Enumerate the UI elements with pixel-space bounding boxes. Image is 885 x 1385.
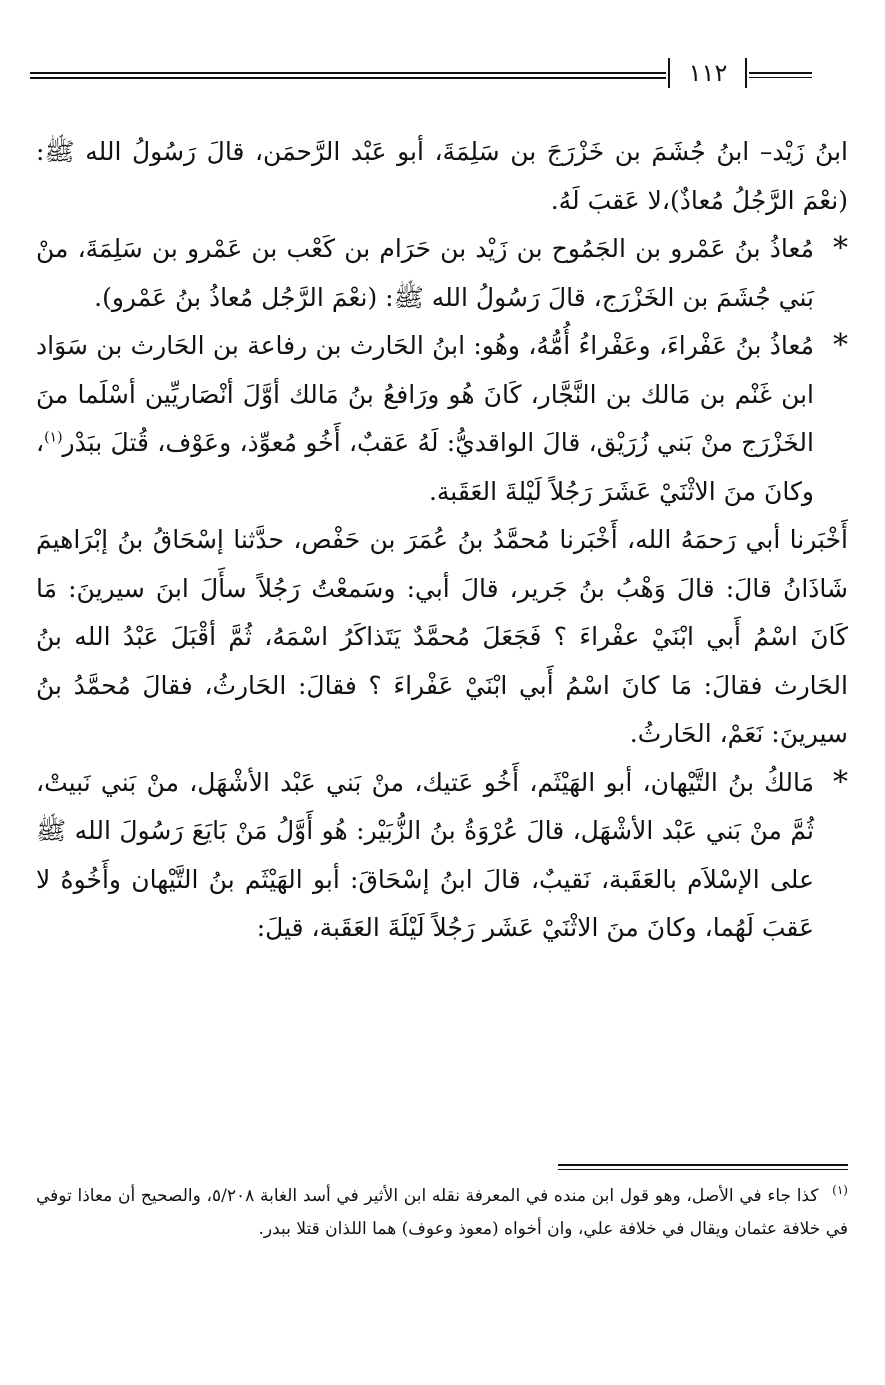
paragraph-narration (36, 516, 848, 759)
entry-star-icon: * (833, 328, 848, 363)
paragraph-1 (36, 128, 848, 225)
entry-muadh-ibn-afra (36, 322, 848, 516)
header-bar (668, 58, 670, 88)
paragraph-text: مَالكُ بنُ التَّيْهان، أبو الهَيْثَم، أَخُو عَتيك، منْ بَني عَبْد الأشْهَل، منْ بَني نَبيتْ، ثُمَّ منْ بَني عَبْد الأشْهَل، قالَ عُرْوَةُ بنُ الزُّبَيْر: هُو أَوَّلُ مَنْ بَايَعَ رَسُولَ الله ﷺ على الإسْلاَم بالعَقَبة، نَقيبٌ، قالَ ابنُ إسْحَاقَ: أبو الهَيْثَم بنُ التَّيْهان وأَخُوهُ لا عَقبَ لَهُما، وكانَ منَ الاثْنَيْ عَشَر رَجُلاً لَيْلَةَ العَقَبة، قيلَ: (36, 767, 814, 942)
page-number: ١١٢ (688, 59, 728, 87)
footnote-reference[interactable]: (١) (44, 429, 63, 446)
main-text (36, 128, 848, 953)
entry-star-icon: * (833, 764, 848, 800)
footnote-mark: (١) (832, 1183, 848, 1198)
header-bar (745, 58, 747, 88)
header-rule-left (30, 72, 666, 78)
footnote (36, 1180, 848, 1246)
footnote-text: كذا جاء في الأصل، وهو قول ابن منده في المعرفة نقله ابن الأثير في أسد الغابة ٥/٢٠٨، والصحيح أن معاذا توفي في خلافة عثمان ويقال في خلافة علي، وان أخواه (معوذ وعوف) هما اللذان قتلا ببدر. (36, 1186, 848, 1239)
paragraph-text: أَخْبَرنا أبي رَحمَهُ الله، أَخْبَرنا مُحمَّدُ بنُ عُمَرَ بن حَفْص، حدَّثنا إسْحَاقُ بنُ إبْرَاهيمَ شَاذَانُ قالَ: قالَ وَهْبُ بنُ جَرير، قالَ أبي: وسَمعْتُ رَجُلاً سأَلَ ابنَ سيرينَ: مَا كَانَ اسْمُ أَبي ابْنَيْ عفْراءَ ؟ فَجَعَلَ مُحمَّدٌ يَتَذاكَرُ اسْمَهُ، ثُمَّ أقْبَلَ عَبْدُ الله بنُ الحَارث فقالَ: مَا كانَ اسْمُ أَبي ابْنَيْ عَفْراءَ ؟ فقالَ: الحَارثُ، فقالَ مُحمَّدُ بنُ سيرينَ: نَعَمْ، الحَارثُ. (36, 525, 848, 748)
paragraph-text: ابنُ زَيْد– ابنُ جُشَمَ بن خَزْرَجَ بن سَلِمَةَ، أبو عَبْد الرَّحمَن، قالَ رَسُولُ الله ﷺ: (نعْمَ الرَّجُلُ مُعاذٌ)،لا عَقبَ لَهُ. (36, 137, 848, 215)
entry-malik-ibn-altayhan (36, 759, 848, 953)
page-header (30, 58, 812, 94)
header-rule-right (749, 72, 812, 78)
paragraph-text: مُعاذُ بنُ عَفْراءَ، وعَفْراءُ أُمُّهُ، وهُو: ابنُ الحَارث بن رفاعة بن الحَارث بن سَوَاد ابن غَنْم بن مَالك بن النَّجَّار، كَانَ هُو ورَافعُ بنُ مَالك أوَّلَ أنْصَاريِّين أسْلَما منَ الخَزْرَج منْ بَني زُرَيْق، قالَ الواقديُّ: لَهُ عَقبٌ، أَخُو مُعوِّذ، وعَوْف، قُتلَ ببَدْر (36, 331, 814, 457)
paragraph-text-continued: ، وكانَ منَ الاثْنَيْ عَشَرَ رَجُلاً لَيْلةَ العَقَبة. (36, 428, 814, 506)
entry-muadh-ibn-amr (36, 225, 848, 322)
paragraph-text: مُعاذُ بنُ عَمْرو بن الجَمُوح بن زَيْد بن حَرَام بن كَعْب بن عَمْرو بن سَلِمَةَ، منْ بَني جُشَمَ بن الخَزْرَج، قالَ رَسُولُ الله ﷺ: (نعْمَ الرَّجُل مُعاذُ بنُ عَمْرو). (36, 234, 814, 312)
entry-star-icon: * (833, 231, 848, 266)
footnote-separator (558, 1164, 848, 1170)
